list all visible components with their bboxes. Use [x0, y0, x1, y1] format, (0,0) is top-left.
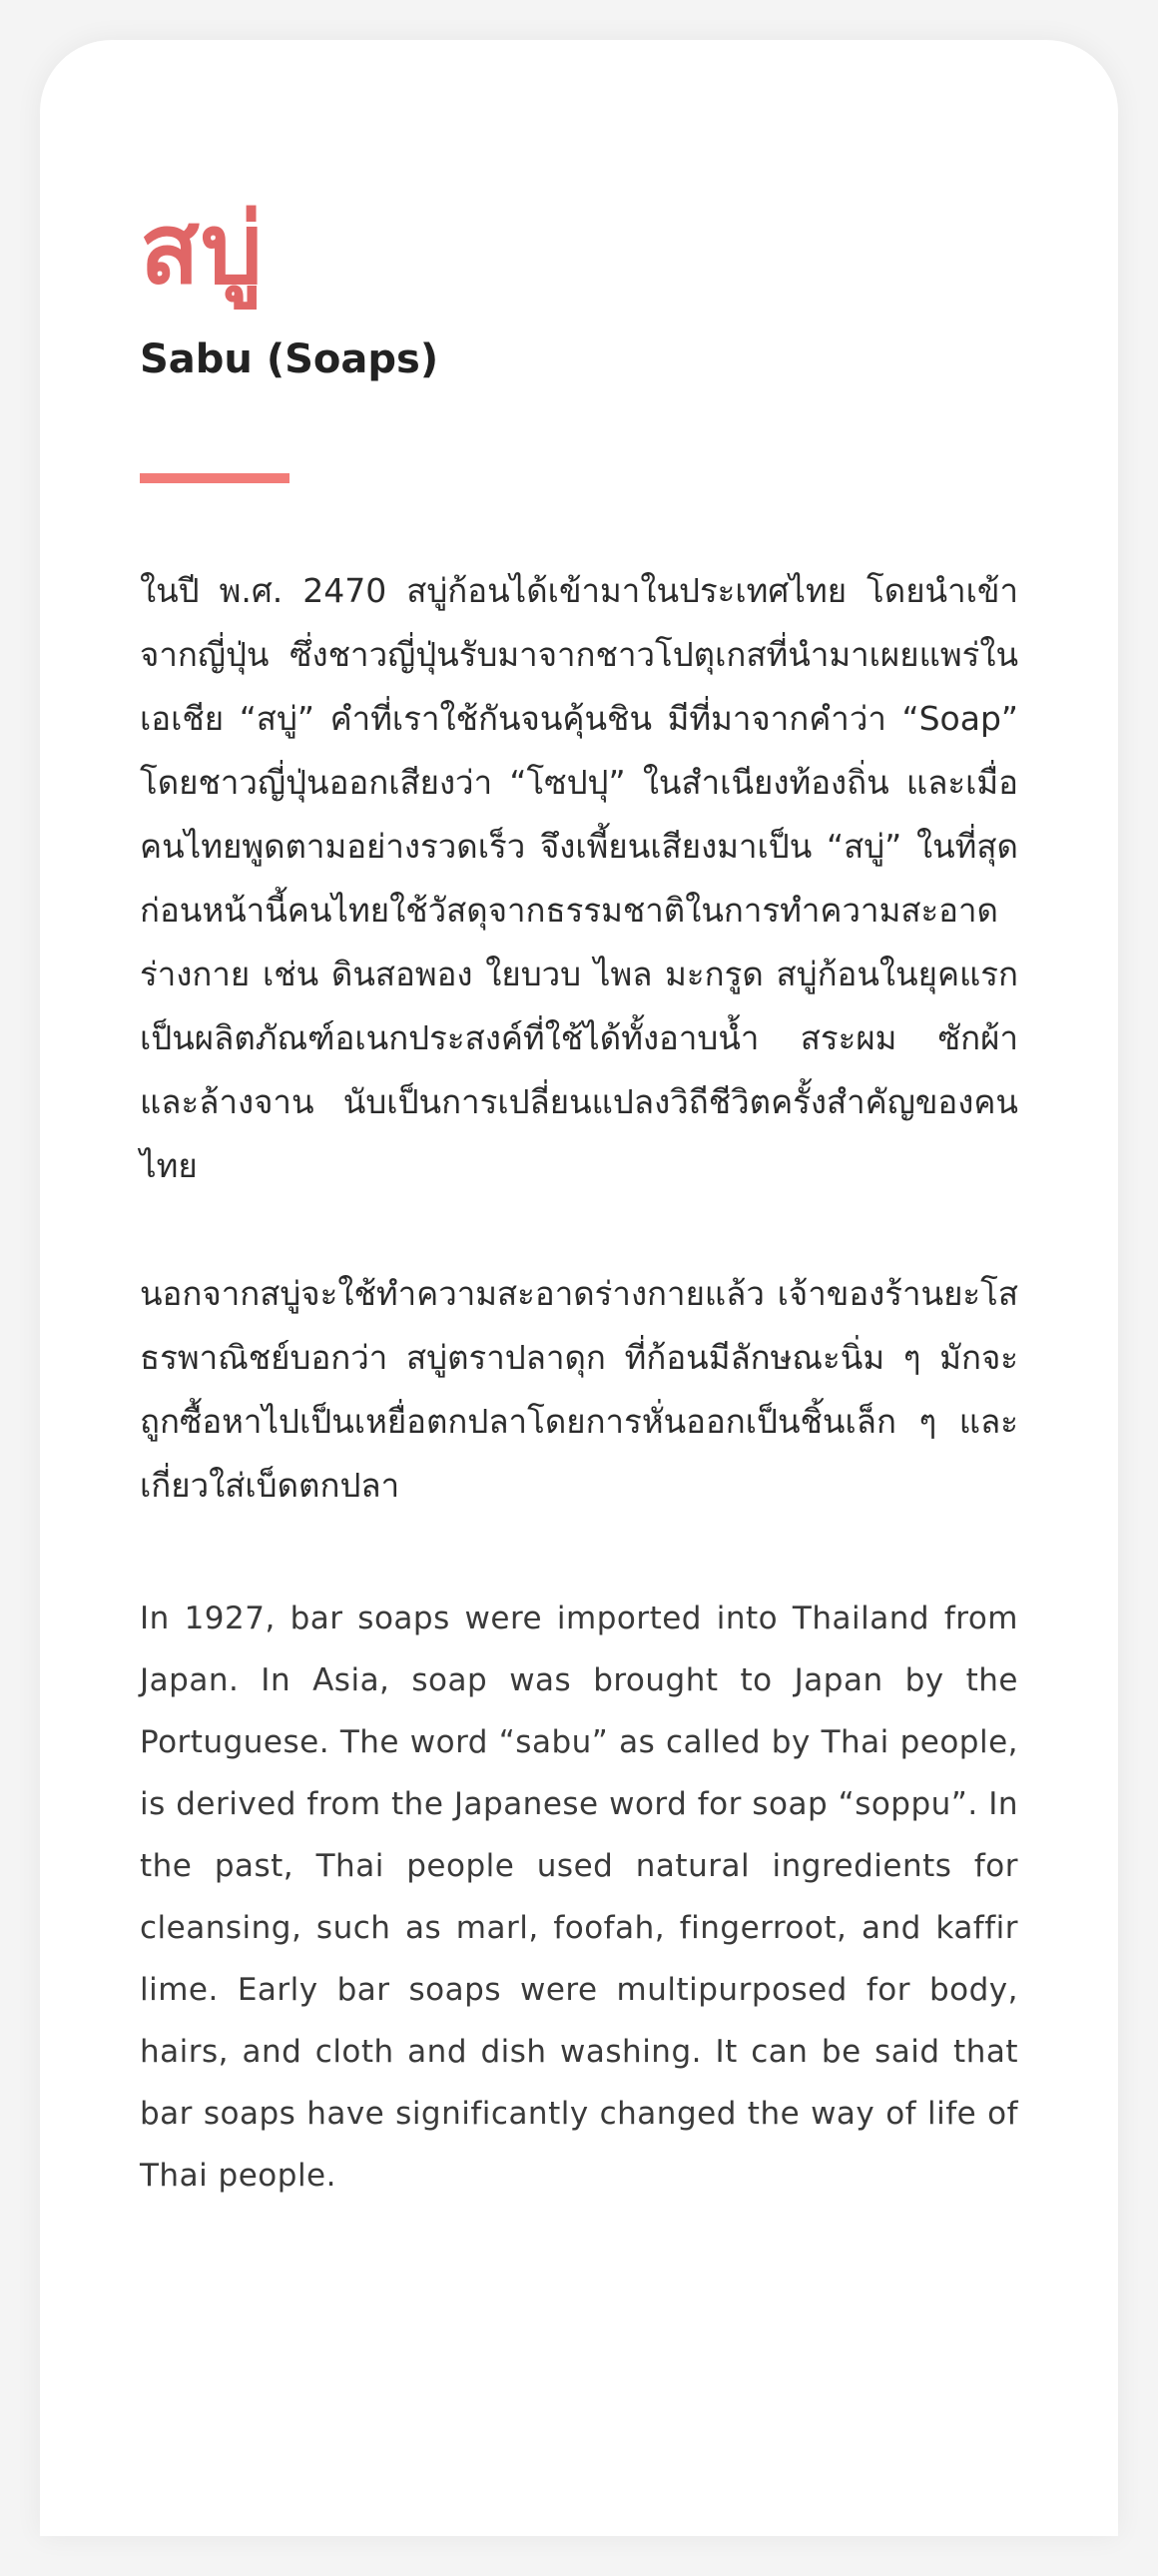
- article-title-english: Sabu (Soaps): [140, 336, 439, 382]
- thai-paragraph-2: นอกจากสบู่จะใช้ทำความสะอาดร่างกายแล้ว เจ้าของร้านยะโสธรพาณิชย์บอกว่า สบู่ตราปลาดุก ที่ก้อนมีลักษณะนิ่ม ๆ มักจะถูกซื้อหาไปเป็นเหยื่อตกปลาโดยการหั่นออกเป็นชิ้นเล็ก ๆ และเกี่ยวใส่เบ็ดตกปลา: [140, 1274, 1018, 1505]
- article-content: [140, 190, 1018, 2207]
- accent-divider: [140, 473, 290, 483]
- article-title-thai: สบู่: [140, 193, 265, 307]
- english-paragraph: In 1927, bar soaps were imported into Thailand from Japan. In Asia, soap was brought to Japan by the Portuguese. The word “sabu” as called by Thai people, is derived from the Japanese word for soap “soppu”. In the past, Thai people used natural ingredients for cleansing, such as marl, foofah, fingerroot, and kaffir lime. Early bar soaps were multipurposed for body, hairs, and cloth and dish washing. It can be said that bar soaps have significantly changed the way of life of Thai people.: [140, 1601, 1018, 2194]
- article-card: [40, 40, 1118, 2536]
- thai-paragraph-1: ในปี พ.ศ. 2470 สบู่ก้อนได้เข้ามาในประเทศไทย โดยนำเข้าจากญี่ปุ่น ซึ่งชาวญี่ปุ่นรับมาจากชาวโปตุเกสที่นำมาเผยแพร่ในเอเชีย “สบู่” คำที่เราใช้กันจนคุ้นชิน มีที่มาจากคำว่า “Soap” โดยชาวญี่ปุ่นออกเสียงว่า “โซปปุ” ในสำเนียงท้องถิ่น และเมื่อคนไทยพูดตามอย่างรวดเร็ว จึงเพี้ยนเสียงมาเป็น “สบู่” ในที่สุด ก่อนหน้านี้คนไทยใช้วัสดุจากธรรมชาติในการทำความสะอาดร่างกาย เช่น ดินสอพอง ใยบวบ ไพล มะกรูด สบู่ก้อนในยุคแรกเป็นผลิตภัณฑ์อเนกประสงค์ที่ใช้ได้ทั้งอาบน้ำ สระผม ซักผ้า และล้างจาน นับเป็นการเปลี่ยนแปลงวิถีชีวิตครั้งสำคัญของคนไทย: [140, 571, 1018, 1185]
